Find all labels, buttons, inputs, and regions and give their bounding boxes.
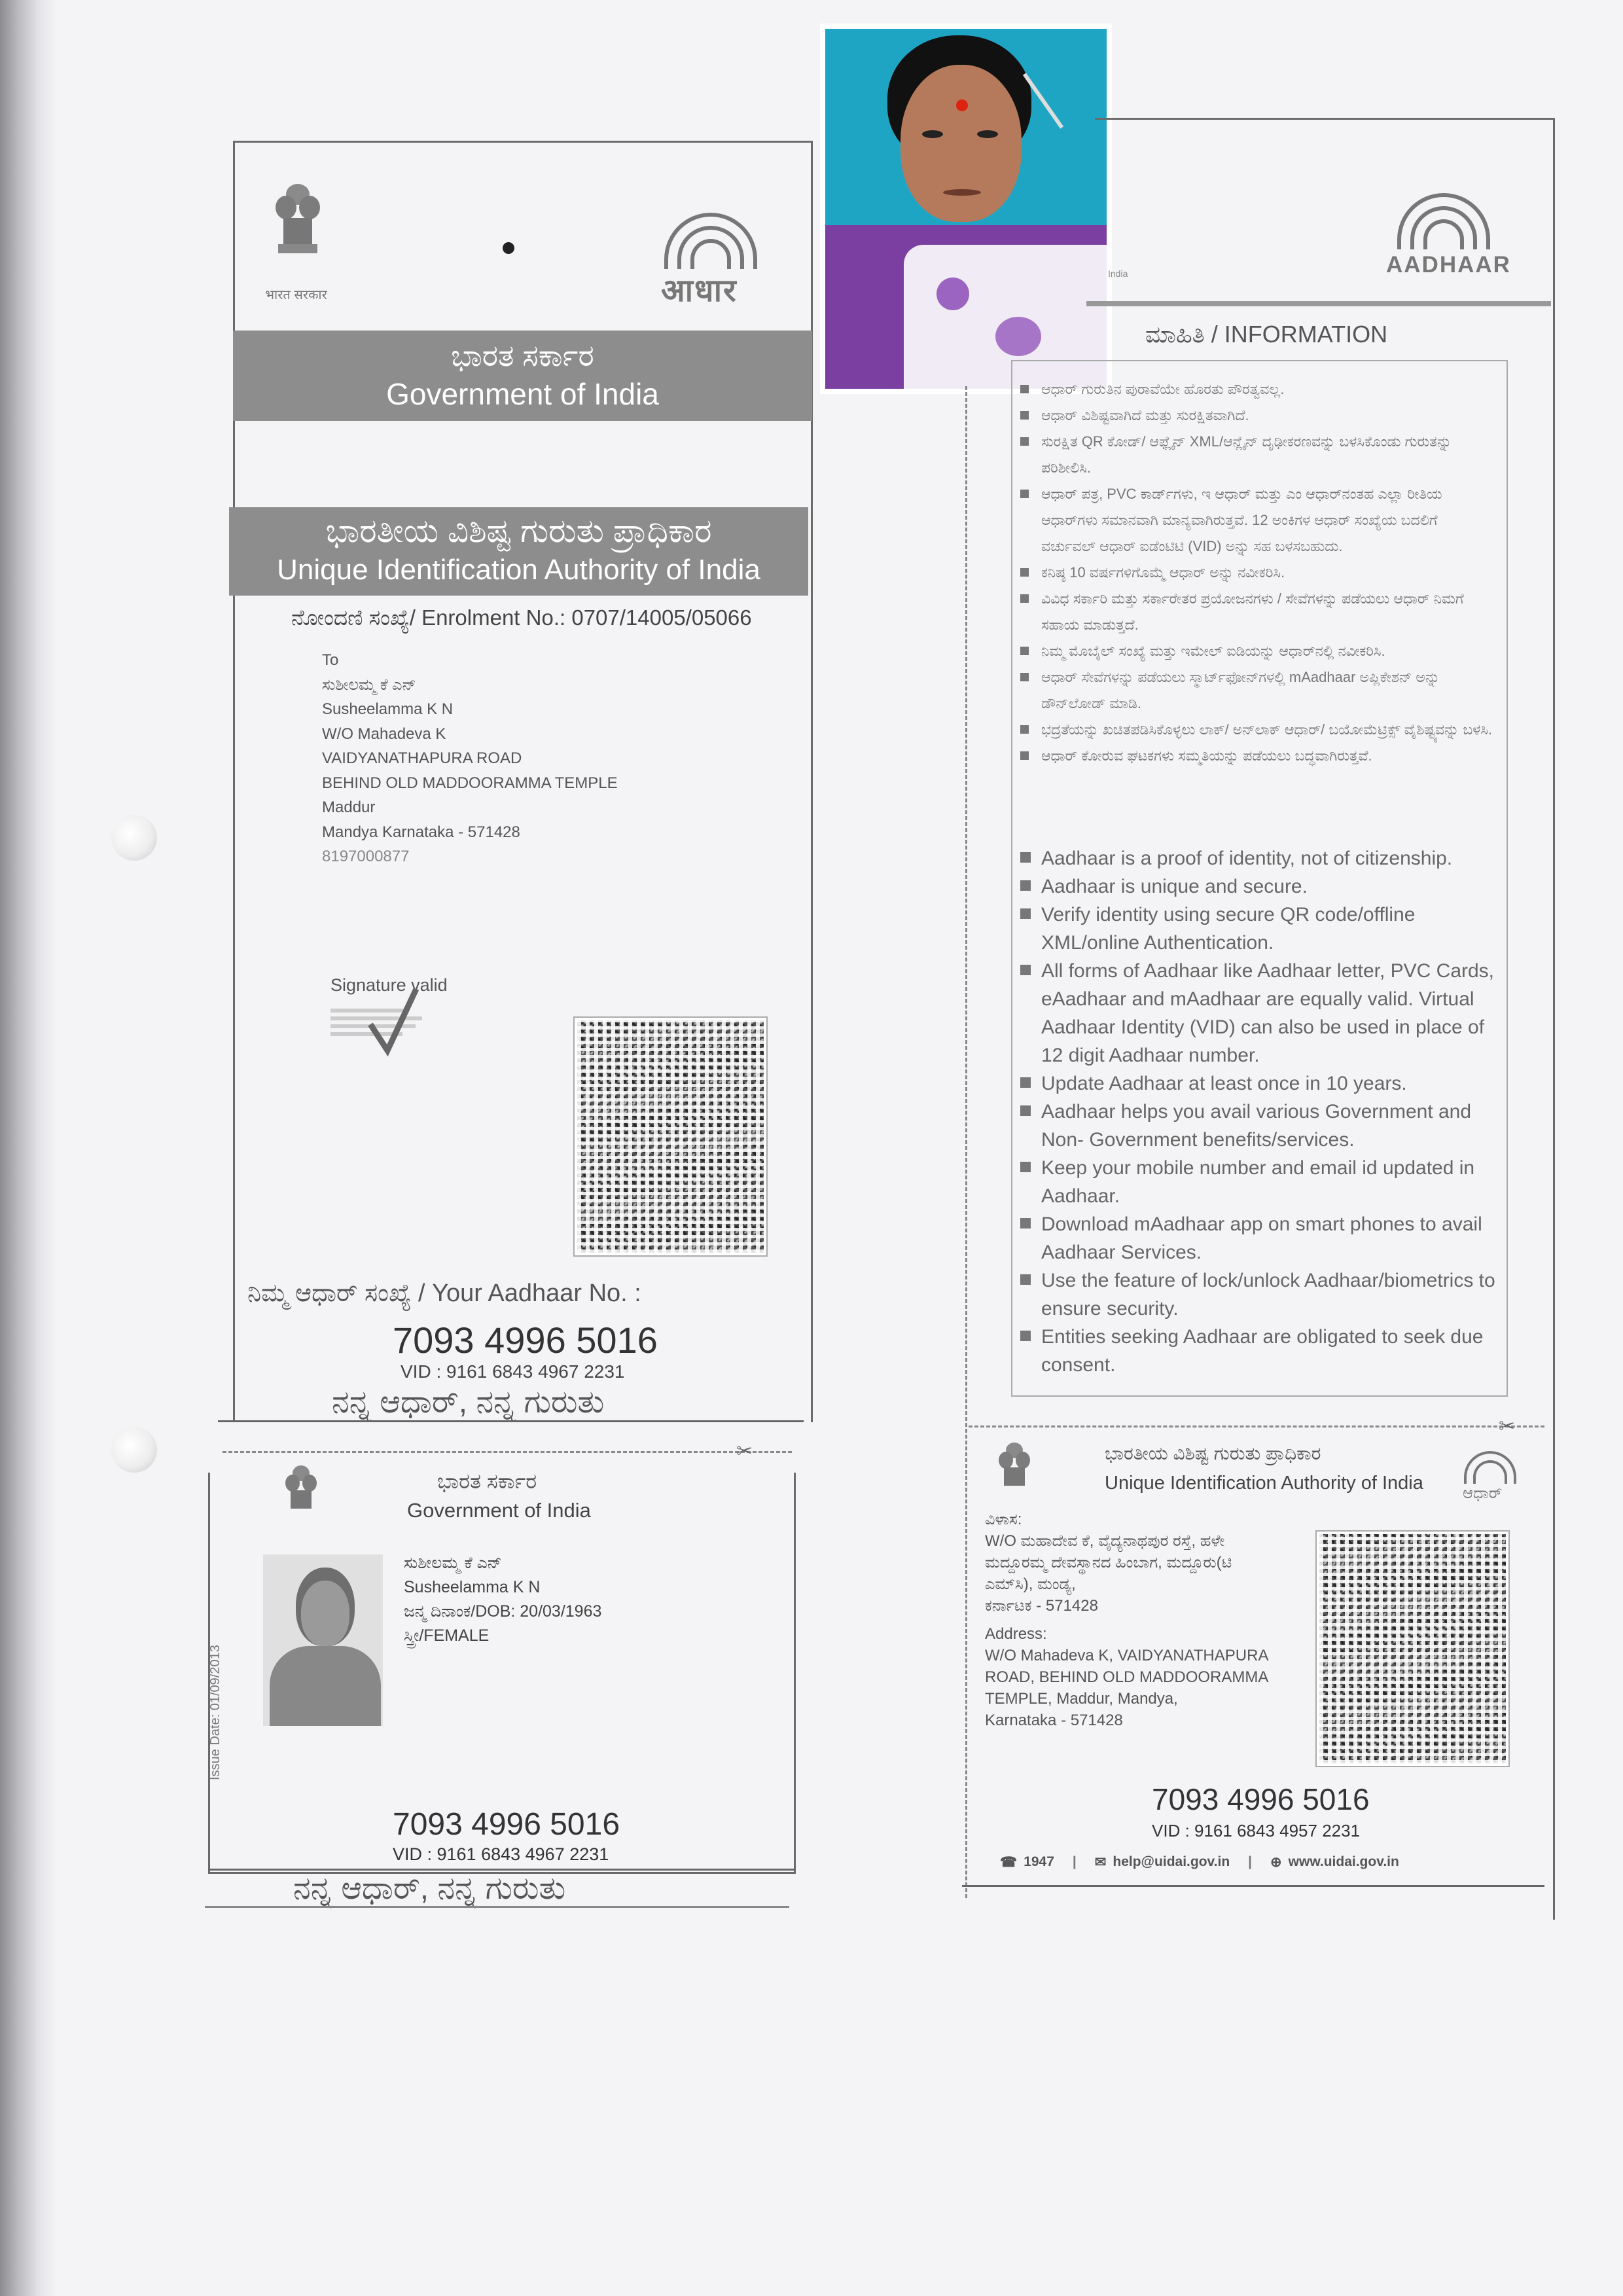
- list-item: Aadhaar helps you avail various Government and Non- Government benefits/services.: [1018, 1098, 1499, 1154]
- fold-line: [965, 386, 967, 1898]
- divider: [218, 1420, 804, 1422]
- tagline-kannada: ನನ್ನ ಆಧಾರ್, ನನ್ನ ಗುರುತು: [332, 1385, 605, 1420]
- card-tagline-kannada: ನನ್ನ ಆಧಾರ್, ನನ್ನ ಗುರುತು: [293, 1871, 566, 1906]
- address-line: VAIDYANATHAPURA ROAD: [322, 749, 522, 767]
- list-item: ನಿಮ್ಮ ಮೊಬೈಲ್ ಸಂಖ್ಯೆ ಮತ್ತು ಇಮೇಲ್ ಐಡಿಯನ್ನು ಆಧಾರ್‌ನಲ್ಲಿ ನವೀಕರಿಸಿ.: [1018, 638, 1495, 664]
- uidai-banner: [229, 507, 808, 596]
- address-line: ಕರ್ನಾಟಕ - 571428: [985, 1597, 1098, 1615]
- aadhaar-fingerprint-logo-icon: [1463, 1450, 1515, 1486]
- list-item: ಆಧಾರ್ ಗುರುತಿನ ಪುರಾವೆಯೇ ಹೊರತು ಪೌರತ್ವವಲ್ಲ.: [1018, 376, 1495, 403]
- uidai-banner-english: Unique Identification Authority of India: [277, 554, 760, 586]
- address-line: Mandya Karnataka - 571428: [322, 823, 520, 841]
- list-item: ಸುರಕ್ಷಿತ QR ಕೋಡ್/ ಆಫ್ಲೈನ್ XML/ಆನ್ಲೈನ್ ದೃಢೀಕರಣವನ್ನು ಬಳಸಿಕೊಂಡು ಗುರುತನ್ನು ಪರಿಶೀಲಿಸಿ.: [1018, 429, 1495, 481]
- scan-edge-shadow: [0, 0, 58, 2296]
- website-url: www.uidai.gov.in: [1288, 1854, 1399, 1869]
- email: [1095, 1854, 1230, 1871]
- divider: [205, 1906, 789, 1908]
- card-back-uidai-kannada: ಭಾರತೀಯ ವಿಶಿಷ್ಟ ಗುರುತು ಪ್ರಾಧಿಕಾರ: [1105, 1443, 1321, 1463]
- separator: |: [1248, 1854, 1253, 1869]
- divider: [962, 1885, 1544, 1887]
- helpline: [1000, 1854, 1054, 1871]
- enrolment-number: ನೋಂದಣಿ ಸಂಖ್ಯೆ/ Enrolment No.: 0707/14005/05066: [291, 605, 752, 630]
- card-name-kannada: ಸುಶೀಲಮ್ಮ ಕೆ ಎನ್: [404, 1554, 502, 1572]
- address-line: Address:: [985, 1625, 1047, 1643]
- uidai-banner-kannada: ಭಾರತೀಯ ವಿಶಿಷ್ಟ ಗುರುತು ಪ್ರಾಧಿಕಾರ: [325, 512, 712, 549]
- cut-line: [223, 1451, 792, 1453]
- card-vid: VID : 9161 6843 4967 2231: [393, 1844, 609, 1864]
- list-item: ಆಧಾರ್ ಸೇವೆಗಳನ್ನು ಪಡೆಯಲು ಸ್ಮಾರ್ಟ್‌ಫೋನ್‌ಗಳಲ್ಲಿ mAadhaar ಅಪ್ಲಿಕೇಶನ್ ಅನ್ನು ಡೌನ್‌ಲೋಡ್ ಮಾಡಿ.: [1018, 664, 1495, 717]
- email-address: help@uidai.gov.in: [1113, 1854, 1230, 1869]
- list-item: Aadhaar is a proof of identity, not of citizenship.: [1018, 844, 1499, 872]
- list-item: Entities seeking Aadhaar are obligated to seek due consent.: [1018, 1323, 1499, 1379]
- list-item: Keep your mobile number and email id updated in Aadhaar.: [1018, 1154, 1499, 1210]
- qr-code-card: [1317, 1532, 1508, 1766]
- card-gender: ಸ್ತ್ರೀ/FEMALE: [404, 1626, 490, 1645]
- list-item: ಭದ್ರತೆಯನ್ನು ಖಚಿತಪಡಿಸಿಕೊಳ್ಳಲು ಲಾಕ್/ ಅನ್‌ಲಾಕ್ ಆಧಾರ್/ ಬಯೋಮೆಟ್ರಿಕ್ಸ್ ವೈಶಿಷ್ಟ್ಯವನ್ನು ಬಳಸಿ.: [1018, 717, 1495, 743]
- list-item: All forms of Aadhaar like Aadhaar letter, PVC Cards, eAadhaar and mAadhaar are equally valid. Virtual Aadhaar Identity (VID) can also be used in place of 12 digit Aadhaar number.: [1018, 957, 1499, 1069]
- information-heading: ಮಾಹಿತಿ / INFORMATION: [1145, 321, 1388, 348]
- punch-hole-top: [111, 815, 157, 861]
- address-line: 8197000877: [322, 848, 410, 865]
- globe-icon: ⊕: [1270, 1854, 1282, 1870]
- scissors-icon: ✂: [1499, 1416, 1516, 1437]
- address-line: ವಿಳಾಸ:: [985, 1511, 1022, 1528]
- aadhaar-number: 7093 4996 5016: [393, 1319, 658, 1361]
- card-back-vid: VID : 9161 6843 4957 2231: [1152, 1821, 1361, 1840]
- address-line: ROAD, BEHIND OLD MADDOORAMMA: [985, 1668, 1269, 1686]
- address-line: ಸುಶೀಲಮ್ಮ ಕೆ ಎನ್: [322, 675, 416, 694]
- list-item: ಕನಿಷ್ಠ 10 ವರ್ಷಗಳಿಗೊಮ್ಮೆ ಆಧಾರ್ ಅನ್ನು ನವೀಕರಿಸಿ.: [1018, 560, 1495, 586]
- emblem-small-icon: [995, 1440, 1034, 1505]
- vid-number: VID : 9161 6843 4967 2231: [401, 1361, 625, 1382]
- list-item: ಆಧಾರ್ ಕೋರುವ ಘಟಕಗಳು ಸಮ್ಮತಿಯನ್ನು ಪಡೆಯಲು ಬದ್ಧವಾಗಿರುತ್ತವೆ.: [1018, 743, 1495, 769]
- small-india-label: India: [1108, 268, 1128, 279]
- card-holder-details: [404, 1551, 601, 1648]
- emblem-small-icon: [281, 1463, 321, 1528]
- aadhaar-fingerprint-logo-icon: [1394, 190, 1492, 252]
- card-back-address-kannada: [985, 1509, 1232, 1617]
- list-item: Aadhaar is unique and secure.: [1018, 872, 1499, 901]
- cut-line: [969, 1426, 1544, 1427]
- checkmark-icon: [366, 985, 419, 1057]
- list-item: Verify identity using secure QR code/offline XML/online Authentication.: [1018, 901, 1499, 957]
- recipient-address: [322, 648, 618, 869]
- header-rule: [1086, 301, 1551, 306]
- applicant-photo: [820, 24, 1112, 394]
- gov-banner-english: Government of India: [386, 377, 659, 411]
- info-list-kannada: [1018, 376, 1495, 769]
- address-line: ಎಮ್‌ಸಿ), ಮಂಡ್ಯ,: [985, 1575, 1076, 1593]
- card-back-address-english: [985, 1623, 1268, 1731]
- address-line: To: [322, 651, 339, 669]
- address-line: W/O Mahadeva K: [322, 725, 446, 743]
- address-line: W/O Mahadeva K, VAIDYANATHAPURA: [985, 1647, 1269, 1664]
- address-line: Karnataka - 571428: [985, 1712, 1123, 1729]
- list-item: ಆಧಾರ್ ವಿಶಿಷ್ಟವಾಗಿದೆ ಮತ್ತು ಸುರಕ್ಷಿತವಾಗಿದೆ.: [1018, 403, 1495, 429]
- helpline-number: 1947: [1024, 1854, 1054, 1869]
- qr-code-letter: [575, 1018, 766, 1255]
- card-aadhaar-number: 7093 4996 5016: [393, 1807, 620, 1842]
- card-dob: ಜನ್ಮ ದಿನಾಂಕ/DOB: 20/03/1963: [404, 1602, 602, 1621]
- list-item: ವಿವಿಧ ಸರ್ಕಾರಿ ಮತ್ತು ಸರ್ಕಾರೇತರ ಪ್ರಯೋಜನಗಳು / ಸೇವೆಗಳನ್ನು ಪಡೆಯಲು ಆಧಾರ್ ನಿಮಗೆ ಸಹಾಯ ಮಾಡುತ್ತದೆ.: [1018, 586, 1495, 638]
- separator: |: [1072, 1854, 1077, 1869]
- list-item: Update Aadhaar at least once in 10 years.: [1018, 1069, 1499, 1098]
- ink-dot: [503, 242, 514, 254]
- emblem-caption: भारत सरकार: [265, 288, 327, 302]
- phone-icon: ☎: [1000, 1854, 1018, 1870]
- list-item: Download mAadhaar app on smart phones to avail Aadhaar Services.: [1018, 1210, 1499, 1266]
- info-list-english: [1018, 844, 1499, 1379]
- gov-banner-kannada: ಭಾರತ ಸರ್ಕಾರ: [451, 338, 594, 372]
- list-item: Use the feature of lock/unlock Aadhaar/biometrics to ensure security.: [1018, 1266, 1499, 1323]
- card-back-aadhaar-number: 7093 4996 5016: [1152, 1782, 1370, 1816]
- card-gov-english: Government of India: [407, 1499, 591, 1522]
- punch-hole-bottom: [111, 1427, 157, 1473]
- aadhaar-fingerprint-logo-icon: [661, 209, 759, 272]
- address-line: BEHIND OLD MADDOORAMMA TEMPLE: [322, 774, 618, 792]
- gov-banner: [233, 331, 812, 421]
- issue-date: Issue Date: 01/09/2013: [208, 1645, 223, 1780]
- card-gov-kannada: ಭಾರತ ಸರ್ಕಾರ: [437, 1469, 537, 1493]
- card-back-logo-text: ಆಧಾರ್: [1463, 1484, 1503, 1502]
- mail-icon: ✉: [1094, 1854, 1107, 1870]
- card-back-uidai-english: Unique Identification Authority of India: [1105, 1473, 1423, 1494]
- address-line: W/O ಮಹಾದೇವ ಕೆ, ವೈದ್ಯನಾಥಪುರ ರಸ್ತೆ, ಹಳೇ: [985, 1532, 1225, 1550]
- emblem-icon: [272, 180, 324, 285]
- aadhaar-logo-text-en: AADHAAR: [1386, 252, 1511, 278]
- website: [1270, 1854, 1399, 1871]
- address-line: TEMPLE, Maddur, Mandya,: [985, 1690, 1178, 1708]
- signature-valid-label: Signature valid: [330, 975, 448, 995]
- address-line: Susheelamma K N: [322, 700, 454, 718]
- your-aadhaar-label: ನಿಮ್ಮ ಆಧಾರ್ ಸಂಖ್ಯೆ / Your Aadhaar No. :: [247, 1280, 641, 1307]
- list-item: ಆಧಾರ್ ಪತ್ರ, PVC ಕಾರ್ಡ್‌ಗಳು, ಇ ಆಧಾರ್ ಮತ್ತು ಎಂ ಆಧಾರ್‌ನಂತಹ ಎಲ್ಲಾ ರೀತಿಯ ಆಧಾರ್‌ಗಳು ಸಮಾನವಾಗಿ ಮಾನ್ಯವಾಗಿರುತ್ತವೆ. 12 ಅಂಕಿಗಳ ಆಧಾರ್ ಸಂಖ್ಯೆಯ ಬದಲಿಗೆ ವರ್ಚುವಲ್ ಆಧಾರ್ ಐಡೆಂಟಿಟಿ (VID) ಅನ್ನು ಸಹ ಬಳಸಬಹುದು.: [1018, 481, 1495, 560]
- card-photo: [263, 1554, 383, 1726]
- address-line: Maddur: [322, 798, 376, 816]
- footer-contact-bar: [969, 1842, 1544, 1882]
- scissors-icon: ✂: [736, 1441, 753, 1462]
- card-name-english: Susheelamma K N: [404, 1578, 541, 1596]
- aadhaar-logo-text: आधार: [661, 274, 738, 308]
- address-line: ಮದ್ದೂರಮ್ಮ ದೇವಸ್ಥಾನದ ಹಿಂಬಾಗ, ಮದ್ದೂರು(ಟಿ: [985, 1554, 1232, 1571]
